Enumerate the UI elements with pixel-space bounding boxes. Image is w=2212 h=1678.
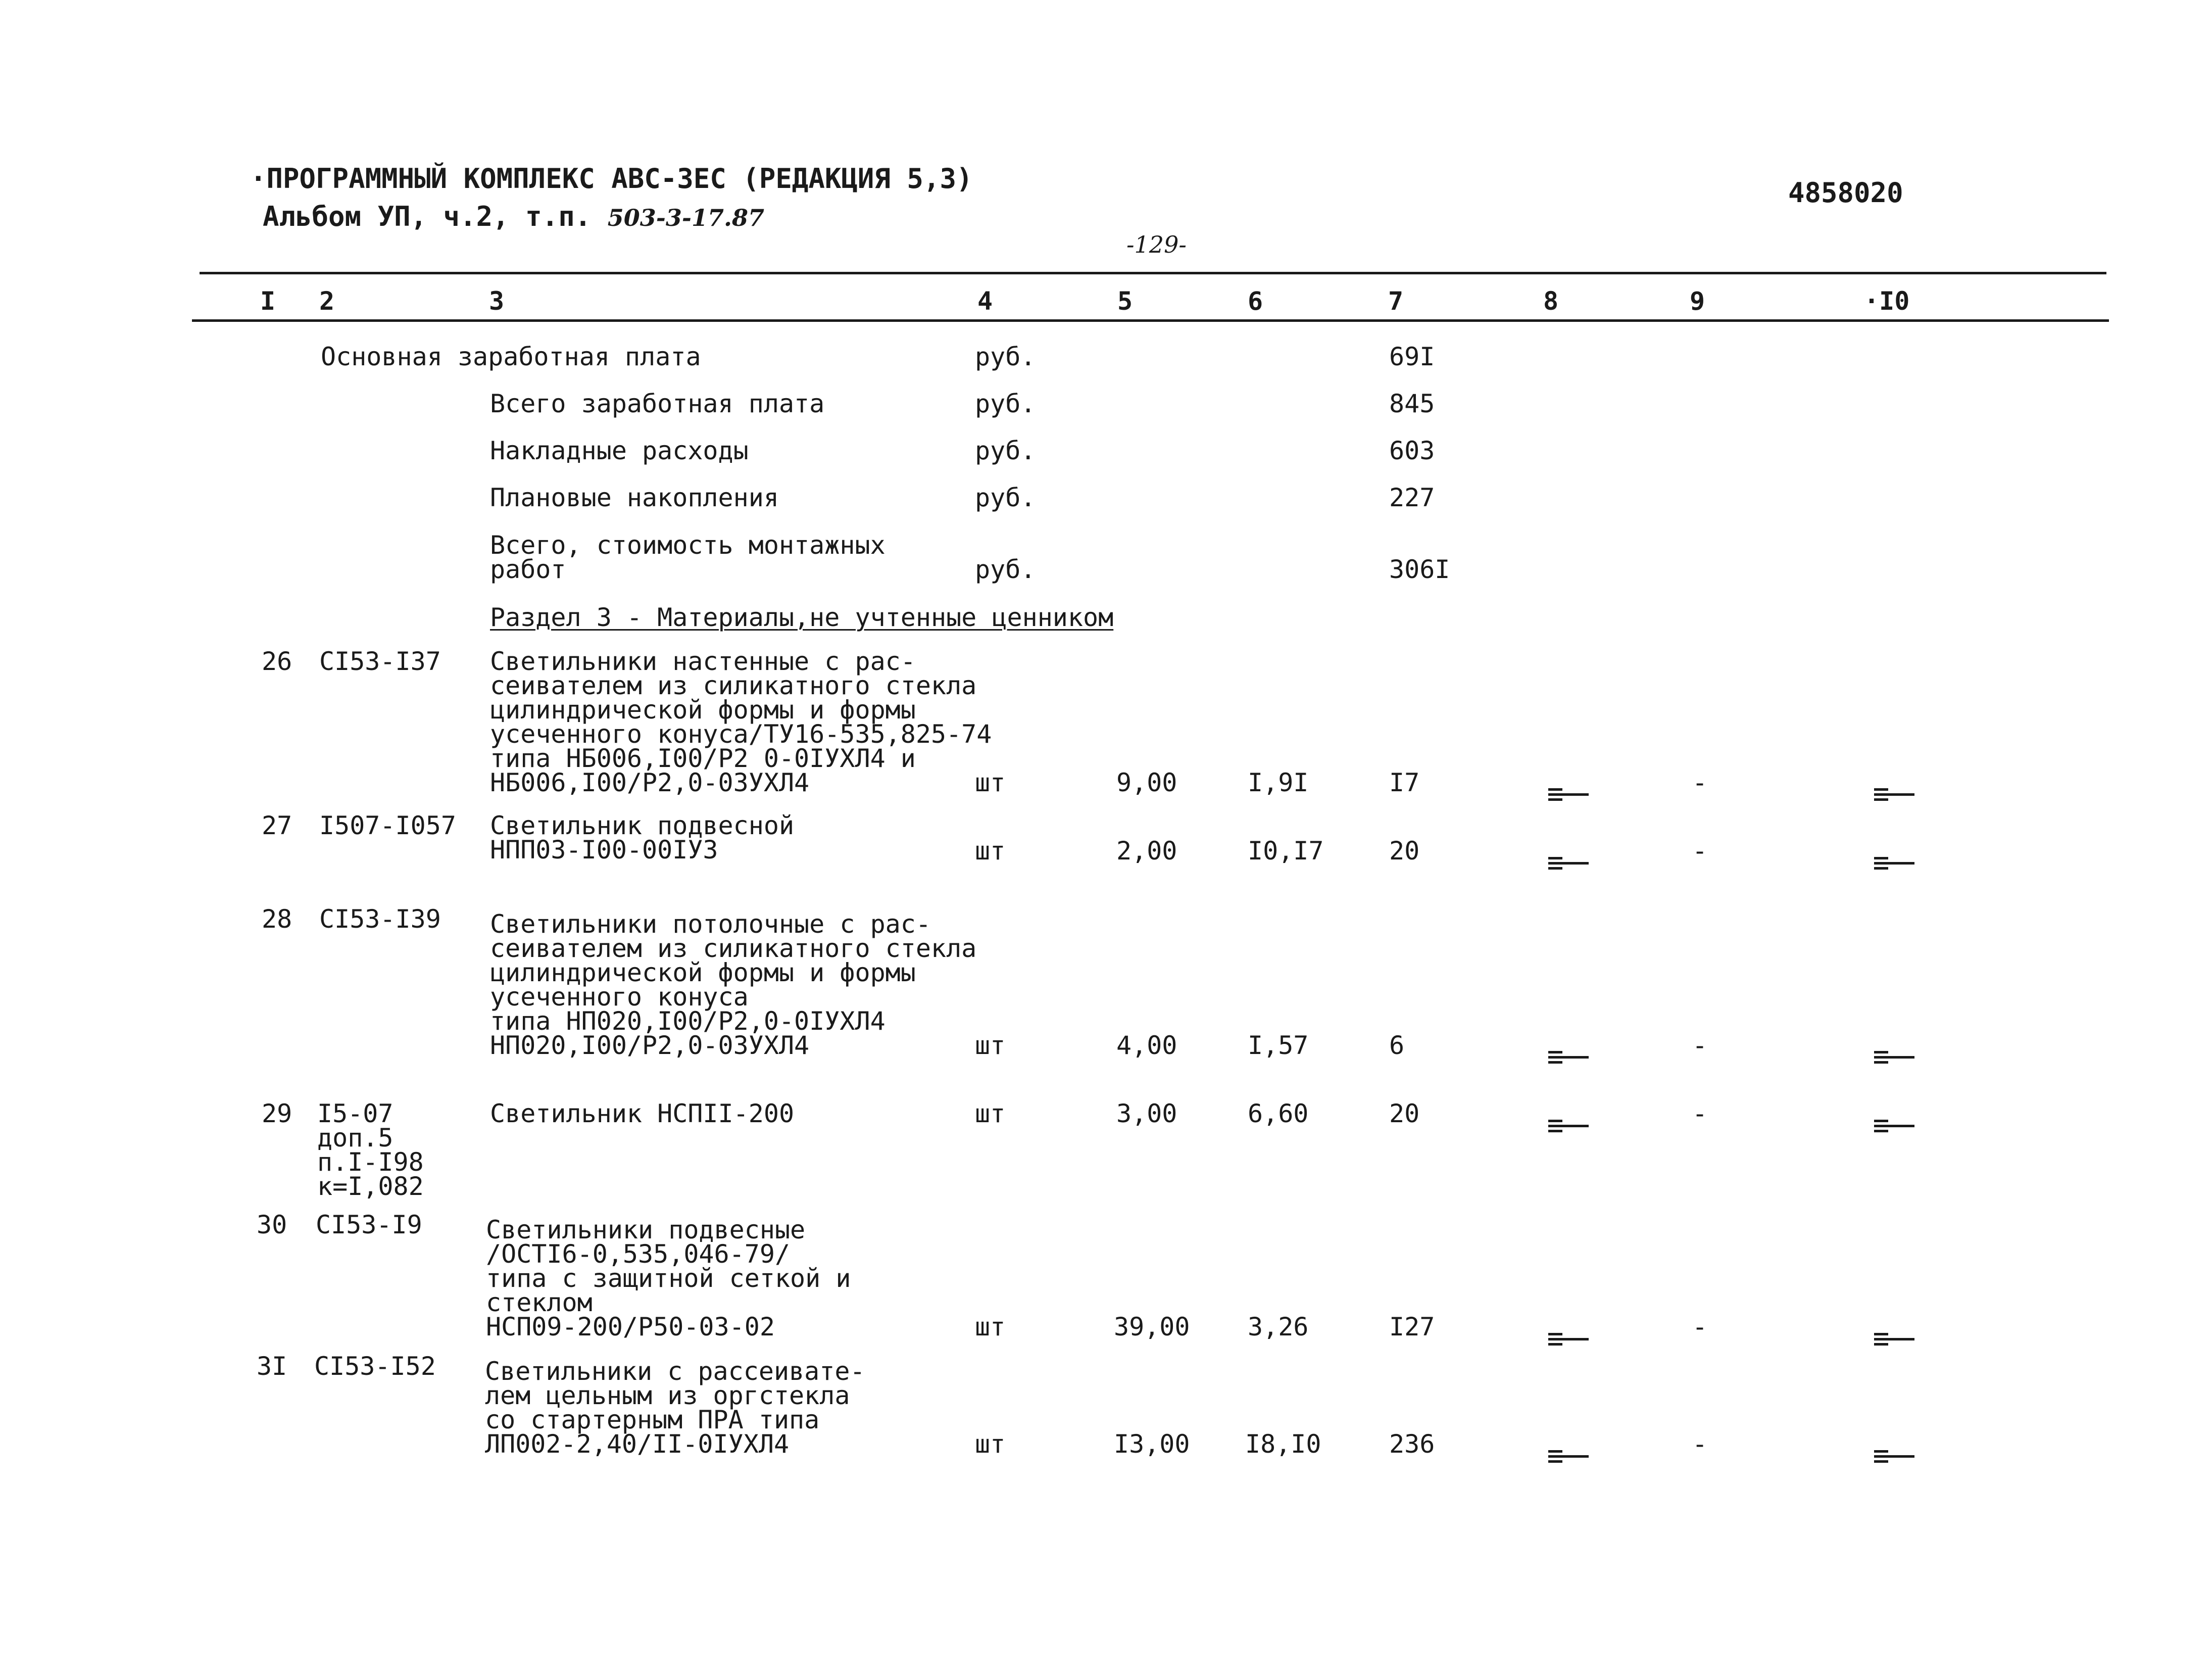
basic-wage-value: 69I bbox=[1389, 342, 1435, 371]
row-30-desc-4: стеклом bbox=[486, 1288, 593, 1317]
row-26-desc-2: сеивателем из силикатного стекла bbox=[490, 671, 977, 700]
row-30-desc-2: /ОСТI6-0,535,046-79/ bbox=[486, 1239, 791, 1269]
row-29-num: 29 bbox=[262, 1099, 292, 1128]
row-27-col9: - bbox=[1692, 836, 1708, 866]
row-28-desc-5: типа НП020,I00/Р2,0-0IУХЛ4 bbox=[490, 1006, 886, 1036]
row-26-desc-1: Светильники настенные с рас- bbox=[490, 647, 916, 676]
row-26-desc-3: цилиндрической формы и формы bbox=[490, 695, 916, 725]
col-header-5: 5 bbox=[1117, 286, 1133, 316]
row-26-desc-4: усеченного конуса/ТУ16-535,825-74 bbox=[490, 720, 992, 749]
page-number: -129- bbox=[1126, 231, 1187, 258]
row-29-qty: 3,00 bbox=[1116, 1099, 1177, 1128]
col-header-8: 8 bbox=[1543, 286, 1559, 316]
planned-unit: руб. bbox=[975, 483, 1036, 512]
basic-wage-label: Основная заработная плата bbox=[321, 342, 701, 371]
total-cost-value: 306I bbox=[1389, 555, 1450, 584]
col-header-1: I bbox=[260, 286, 276, 316]
overhead-unit: руб. bbox=[975, 436, 1036, 465]
row-31-desc-3: со стартерным ПРА типа bbox=[485, 1405, 820, 1434]
overhead-label: Накладные расходы bbox=[490, 436, 749, 465]
row-28-col9: - bbox=[1692, 1031, 1708, 1060]
row-31-desc-4: ЛП002-2,40/II-0IУХЛ4 bbox=[485, 1429, 790, 1459]
row-30-price: 3,26 bbox=[1248, 1312, 1309, 1341]
row-27-total: 20 bbox=[1389, 836, 1420, 866]
row-29-price: 6,60 bbox=[1248, 1099, 1309, 1128]
row-29-col9: - bbox=[1692, 1099, 1708, 1128]
row-30-qty: 39,00 bbox=[1114, 1312, 1190, 1341]
row-28-num: 28 bbox=[262, 904, 292, 934]
row-31-total: 236 bbox=[1389, 1429, 1435, 1459]
row-29-code-1: I5-07 bbox=[317, 1099, 394, 1128]
total-cost-unit: руб. bbox=[975, 555, 1036, 584]
basic-wage-unit: руб. bbox=[975, 342, 1036, 371]
row-29-total: 20 bbox=[1389, 1099, 1420, 1128]
row-26-desc-5: типа НБ006,I00/Р2 0-0IУХЛ4 и bbox=[490, 744, 916, 773]
row-27-desc-1: Светильник подвесной bbox=[490, 811, 795, 840]
planned-label: Плановые накопления bbox=[490, 483, 779, 512]
row-30-unit: шт bbox=[975, 1312, 1006, 1341]
total-wage-label: Всего заработная плата bbox=[490, 389, 825, 418]
row-31-unit: шт bbox=[975, 1429, 1006, 1459]
row-30-col9: - bbox=[1692, 1312, 1708, 1341]
row-31-code: CI53-I52 bbox=[314, 1352, 436, 1381]
total-cost-label-line2: работ bbox=[490, 555, 566, 584]
row-29-code-2: доп.5 bbox=[317, 1123, 394, 1153]
row-27-unit: шт bbox=[975, 836, 1006, 866]
row-30-desc-3: типа с защитной сеткой и bbox=[486, 1264, 851, 1293]
document-number: 4858020 bbox=[1788, 177, 1903, 209]
album-label bbox=[263, 201, 764, 232]
header-top-rule bbox=[200, 272, 2106, 274]
row-27-desc-2: НПП03-I00-00IУ3 bbox=[490, 835, 718, 865]
row-30-desc-5: НСП09-200/Р50-03-02 bbox=[486, 1312, 775, 1341]
row-31-num: 3I bbox=[257, 1352, 287, 1381]
header-bottom-rule bbox=[192, 319, 2109, 322]
row-26-desc-6: НБ006,I00/Р2,0-03УХЛ4 bbox=[490, 768, 810, 797]
row-26-price: I,9I bbox=[1248, 768, 1309, 797]
row-28-total: 6 bbox=[1389, 1031, 1405, 1060]
col-header-3: 3 bbox=[489, 286, 505, 316]
row-27-code: I507-I057 bbox=[319, 811, 456, 840]
col-header-9: 9 bbox=[1690, 286, 1705, 316]
row-26-num: 26 bbox=[262, 647, 292, 676]
section-title: Раздел 3 - Материалы,не учтенные ценником bbox=[490, 603, 1114, 632]
total-wage-value: 845 bbox=[1389, 389, 1435, 418]
row-28-desc-4: усеченного конуса bbox=[490, 982, 749, 1012]
row-26-code: CI53-I37 bbox=[319, 647, 441, 676]
row-28-desc-3: цилиндрической формы и формы bbox=[490, 958, 916, 987]
row-28-unit: шт bbox=[975, 1031, 1006, 1060]
row-30-desc-1: Светильники подвесные bbox=[486, 1215, 806, 1244]
row-29-code-4: к=I,082 bbox=[317, 1172, 424, 1201]
row-27-price: I0,I7 bbox=[1248, 836, 1324, 866]
row-31-qty: I3,00 bbox=[1114, 1429, 1190, 1459]
row-29-desc-1: Светильник НСПII-200 bbox=[490, 1099, 795, 1128]
total-cost-label-line1: Всего, стоимость монтажных bbox=[490, 531, 886, 560]
row-28-price: I,57 bbox=[1248, 1031, 1309, 1060]
row-31-desc-1: Светильники с рассеивате- bbox=[485, 1357, 865, 1386]
row-28-code: CI53-I39 bbox=[319, 904, 441, 934]
row-28-desc-1: Светильники потолочные с рас- bbox=[490, 909, 931, 939]
col-header-10: ·I0 bbox=[1864, 286, 1910, 316]
row-31-desc-2: лем цельным из оргстекла bbox=[485, 1381, 850, 1410]
total-wage-unit: руб. bbox=[975, 389, 1036, 418]
row-26-total: I7 bbox=[1389, 768, 1420, 797]
col-header-6: 6 bbox=[1248, 286, 1263, 316]
row-29-unit: шт bbox=[975, 1099, 1006, 1128]
row-26-col9: - bbox=[1692, 768, 1708, 797]
row-31-col9: - bbox=[1692, 1429, 1708, 1459]
row-26-qty: 9,00 bbox=[1116, 768, 1177, 797]
overhead-value: 603 bbox=[1389, 436, 1435, 465]
row-31-price: I8,I0 bbox=[1245, 1429, 1321, 1459]
program-title: ·ПРОГРАММНЫЙ КОМПЛЕКС АВС-3ЕС (РЕДАКЦИЯ 5,3) bbox=[250, 163, 973, 195]
col-header-4: 4 bbox=[977, 286, 993, 316]
row-27-num: 27 bbox=[262, 811, 292, 840]
row-30-code: CI53-I9 bbox=[316, 1210, 422, 1239]
col-header-7: 7 bbox=[1388, 286, 1404, 316]
album-prefix: Альбом УП, ч.2, т.п. bbox=[263, 201, 592, 232]
row-27-qty: 2,00 bbox=[1116, 836, 1177, 866]
row-26-unit: шт bbox=[975, 768, 1006, 797]
planned-value: 227 bbox=[1389, 483, 1435, 512]
row-30-num: 30 bbox=[257, 1210, 287, 1239]
row-28-qty: 4,00 bbox=[1116, 1031, 1177, 1060]
row-30-total: I27 bbox=[1389, 1312, 1435, 1341]
col-header-2: 2 bbox=[319, 286, 335, 316]
row-28-desc-6: НП020,I00/Р2,0-03УХЛ4 bbox=[490, 1031, 810, 1060]
album-number: 503-3-17.87 bbox=[607, 204, 764, 231]
row-28-desc-2: сеивателем из силикатного стекла bbox=[490, 934, 977, 963]
row-29-code-3: п.I-I98 bbox=[317, 1147, 424, 1177]
